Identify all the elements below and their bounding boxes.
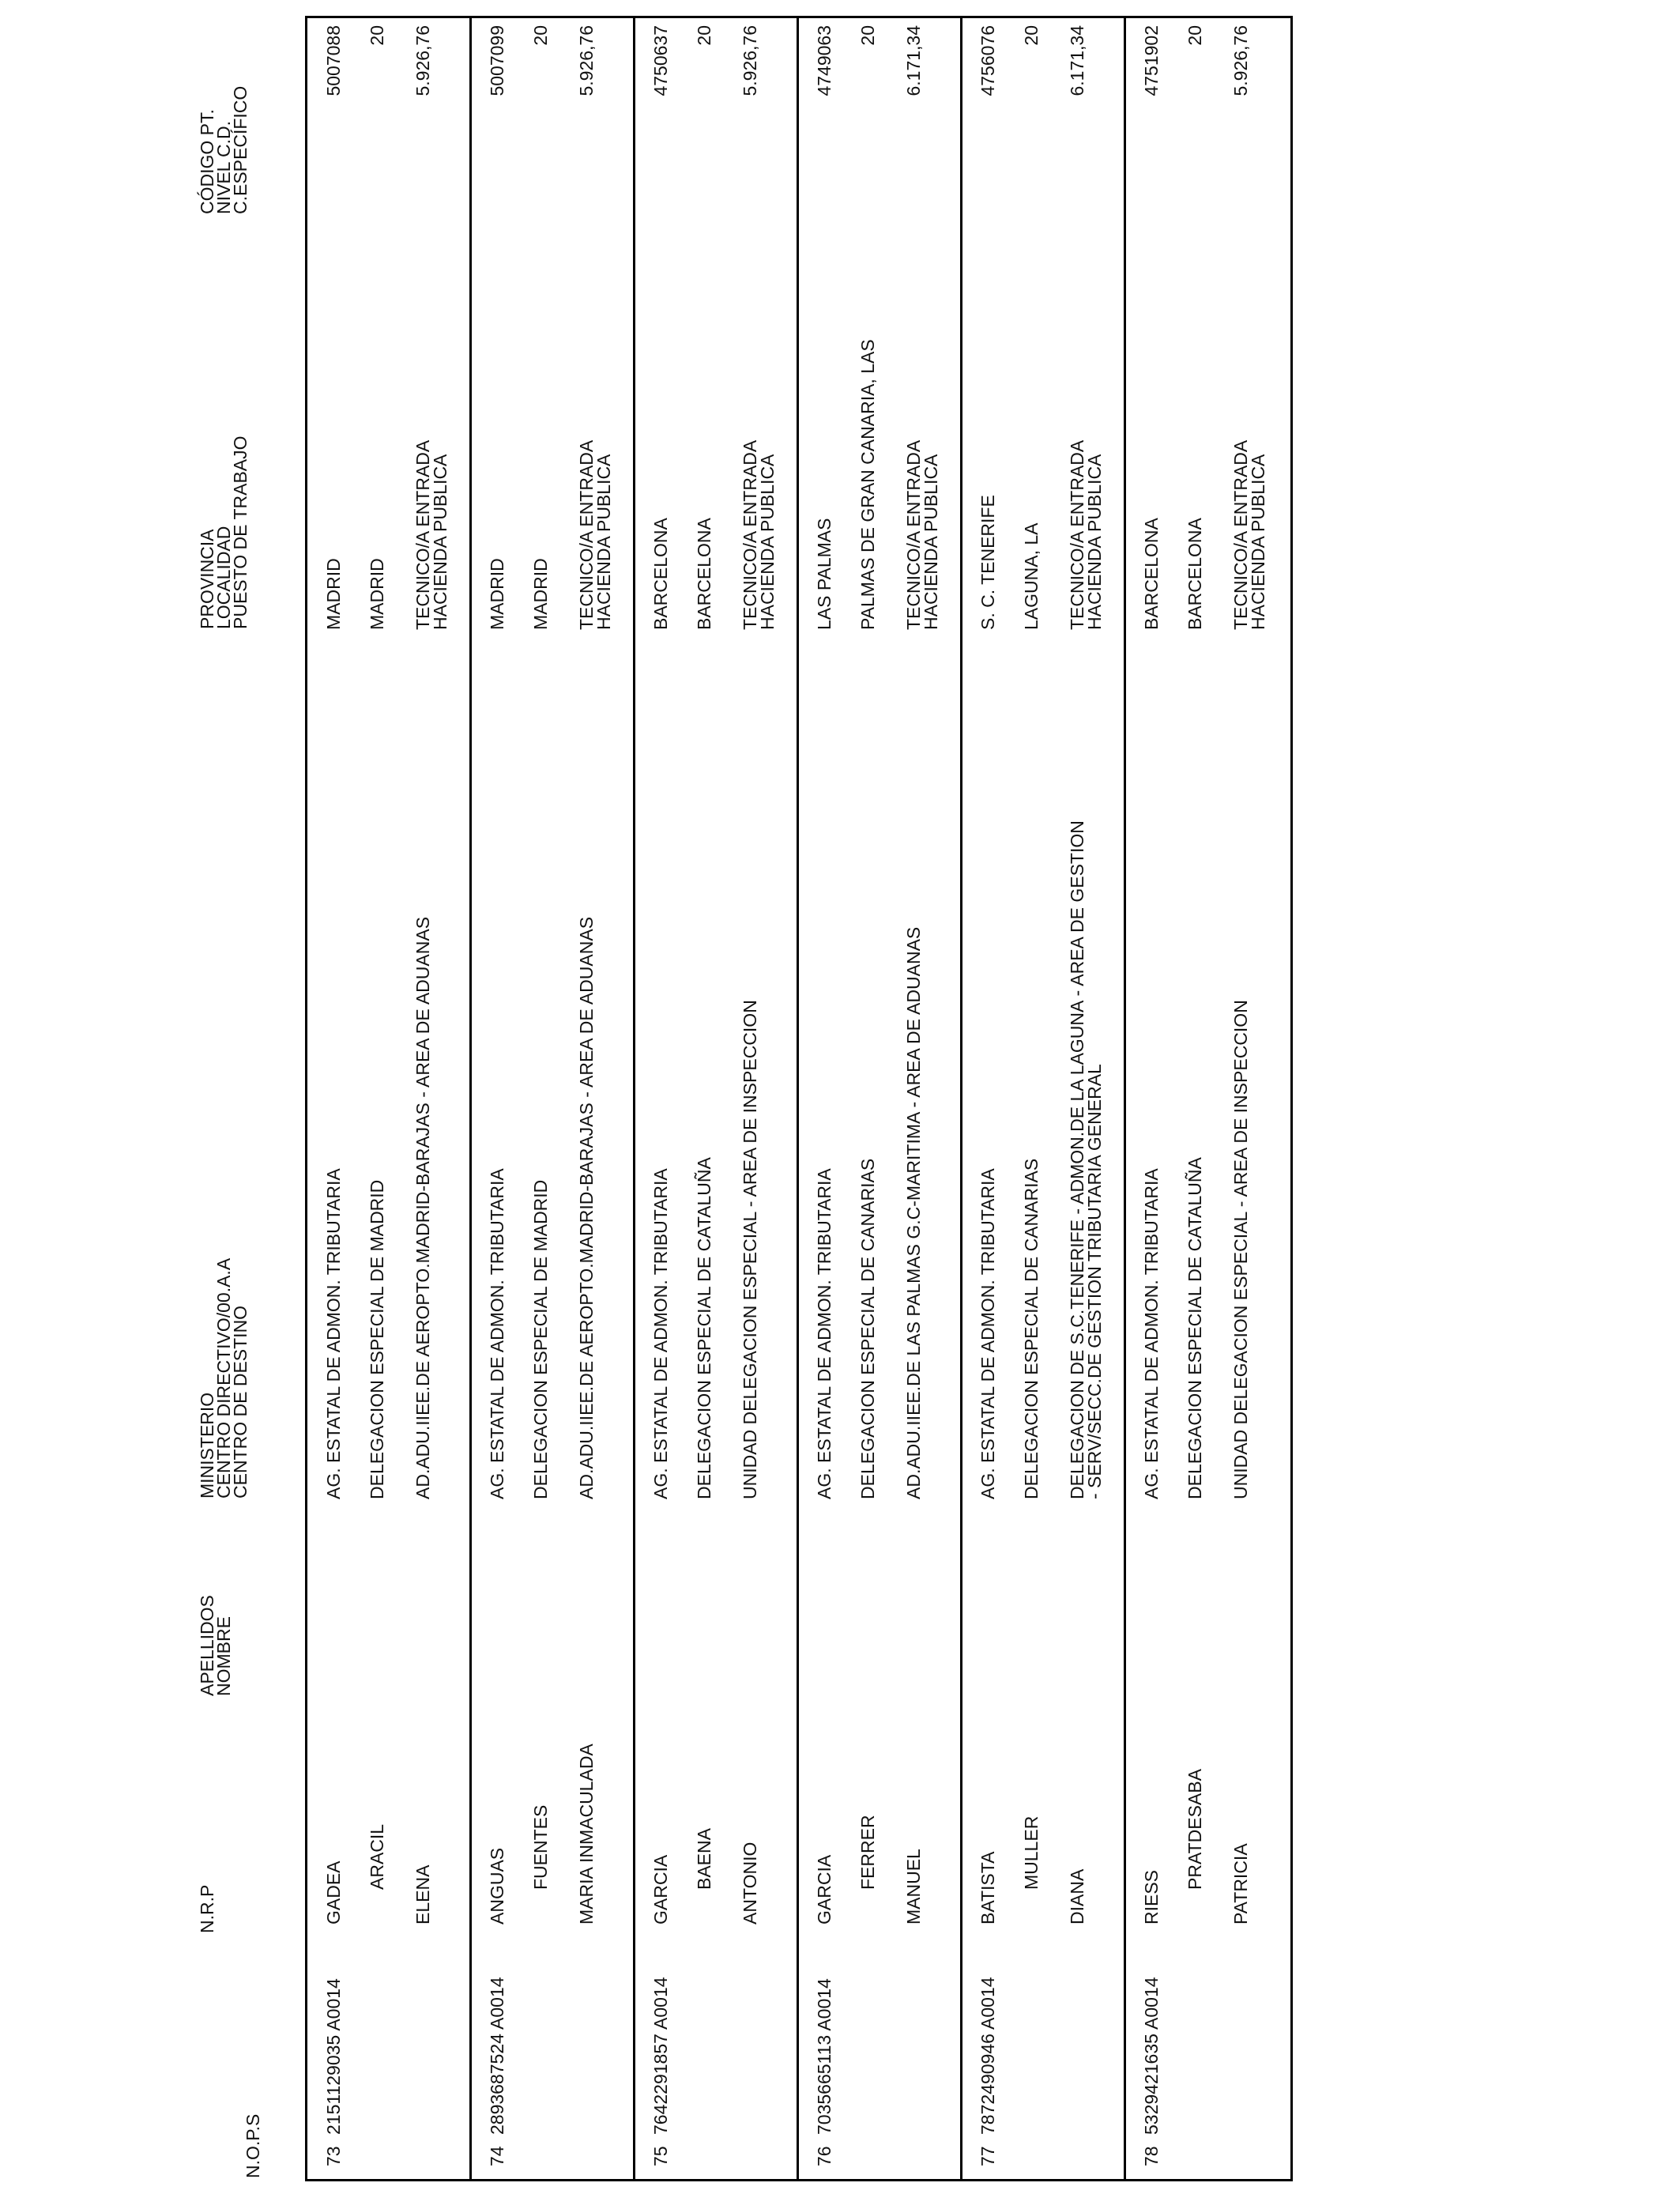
header-nrp-label: N.R.P xyxy=(197,1884,217,1933)
row-ministerio: AG. ESTATAL DE ADMON. TRIBUTARIA xyxy=(814,1168,834,1499)
row-apellido1: ANGUAS xyxy=(487,1847,507,1924)
table-row xyxy=(471,18,635,2179)
row-ministerio: AG. ESTATAL DE ADMON. TRIBUTARIA xyxy=(323,1168,344,1499)
header-apellidos xyxy=(199,1595,232,1696)
row-centro-directivo: DELEGACION ESPECIAL DE CANARIAS xyxy=(1021,1158,1042,1499)
row-divider xyxy=(797,18,799,2179)
row-provincia: S. C. TENERIFE xyxy=(977,495,998,630)
row-ministerio: AG. ESTATAL DE ADMON. TRIBUTARIA xyxy=(977,1168,998,1499)
row-especifico: 5.926,76 xyxy=(412,25,433,96)
row-nops: 76 xyxy=(814,2146,834,2166)
row-nrp: 7035665113 A0014 xyxy=(814,1978,834,2135)
row-ministerio: AG. ESTATAL DE ADMON. TRIBUTARIA xyxy=(487,1168,507,1499)
row-puesto: TECNICO/A ENTRADA HACIENDA PUBLICA xyxy=(1067,441,1105,630)
row-nivel: 20 xyxy=(367,25,387,46)
row-divider xyxy=(1124,18,1126,2179)
row-localidad: LAGUNA, LA xyxy=(1021,522,1042,630)
row-apellido2: BAENA xyxy=(694,1828,714,1890)
table-row xyxy=(307,18,471,2179)
header-codigo xyxy=(199,86,249,214)
row-apellido2: MULLER xyxy=(1021,1815,1042,1890)
row-divider xyxy=(469,18,472,2179)
row-nombre: MARIA INMACULADA xyxy=(576,1744,597,1924)
row-nombre: PATRICIA xyxy=(1230,1843,1251,1924)
row-ministerio: AG. ESTATAL DE ADMON. TRIBUTARIA xyxy=(650,1168,671,1499)
row-codigo: 5007088 xyxy=(323,25,344,96)
row-centro-destino: UNIDAD DELEGACION ESPECIAL - AREA DE INSPECCION xyxy=(740,1000,760,1499)
row-nops: 75 xyxy=(650,2146,671,2166)
row-apellido2: FUENTES xyxy=(530,1804,551,1890)
row-centro-directivo: DELEGACION ESPECIAL DE CANARIAS xyxy=(857,1158,878,1499)
row-provincia: BARCELONA xyxy=(1141,518,1162,630)
row-apellido1: GARCIA xyxy=(650,1854,671,1924)
header-especifico-label: C.ESPECÍFICO xyxy=(230,85,250,214)
row-localidad: PALMAS DE GRAN CANARIA, LAS xyxy=(857,339,878,630)
header-nivel-label: NIVEL C.D. xyxy=(213,120,234,214)
row-nombre: ANTONIO xyxy=(740,1842,760,1924)
row-nrp: 7872490946 A0014 xyxy=(977,1977,998,2135)
row-localidad: MADRID xyxy=(367,558,387,630)
row-codigo: 4751902 xyxy=(1141,25,1162,96)
row-puesto: TECNICO/A ENTRADA HACIENDA PUBLICA xyxy=(740,441,778,630)
row-provincia: MADRID xyxy=(487,558,507,630)
row-nrp: 2151129035 A0014 xyxy=(323,1978,344,2135)
row-centro-directivo: DELEGACION ESPECIAL DE MADRID xyxy=(530,1179,551,1499)
row-apellido2: ARACIL xyxy=(367,1823,387,1890)
header-nrp xyxy=(199,1885,216,1933)
row-apellido2: FERRER xyxy=(857,1815,878,1890)
row-nivel: 20 xyxy=(694,25,714,46)
header-nops xyxy=(245,2114,262,2178)
row-nrp: 7642291857 A0014 xyxy=(650,1977,671,2135)
header-localidad-label: LOCALIDAD xyxy=(213,526,234,629)
row-especifico: 5.926,76 xyxy=(740,25,760,96)
header-codigo-label: CÓDIGO PT. xyxy=(197,109,217,214)
row-divider xyxy=(960,18,962,2179)
row-centro-destino: UNIDAD DELEGACION ESPECIAL - AREA DE INSPECCION xyxy=(1230,1000,1251,1499)
header-apellidos-label: APELLIDOS xyxy=(197,1595,217,1696)
row-centro-destino: DELEGACION DE S.C.TENERIFE - ADMON.DE LA LAGUNA - AREA DE GESTION - SERV/SECC.DE GESTION TRIBUTARIA GENERAL xyxy=(1067,820,1105,1499)
header-nombre-label: NOMBRE xyxy=(213,1616,234,1696)
row-apellido1: GADEA xyxy=(323,1860,344,1924)
header-centro-directivo-label: CENTRO DIRECTIVO/00.A.A xyxy=(213,1257,234,1498)
table-row xyxy=(1125,18,1289,2179)
row-puesto: TECNICO/A ENTRADA HACIENDA PUBLICA xyxy=(903,441,941,630)
header-ministerio-label: MINISTERIO xyxy=(197,1392,217,1498)
row-nops: 78 xyxy=(1141,2146,1162,2166)
row-especifico: 6.171,34 xyxy=(903,25,924,96)
row-nrp: 2893687524 A0014 xyxy=(487,1977,507,2135)
row-localidad: BARCELONA xyxy=(1185,518,1205,630)
row-codigo: 4756076 xyxy=(977,25,998,96)
table-row xyxy=(962,18,1125,2179)
row-ministerio: AG. ESTATAL DE ADMON. TRIBUTARIA xyxy=(1141,1168,1162,1499)
header-centro-destino-label: CENTRO DE DESTINO xyxy=(230,1305,250,1498)
row-nops: 74 xyxy=(487,2146,507,2166)
row-nivel: 20 xyxy=(857,25,878,46)
row-localidad: BARCELONA xyxy=(694,518,714,630)
table-row xyxy=(635,18,798,2179)
row-nivel: 20 xyxy=(530,25,551,46)
row-nombre: MANUEL xyxy=(903,1849,924,1924)
row-localidad: MADRID xyxy=(530,558,551,630)
row-codigo: 5007099 xyxy=(487,25,507,96)
row-centro-directivo: DELEGACION ESPECIAL DE MADRID xyxy=(367,1179,387,1499)
table-row xyxy=(798,18,962,2179)
row-provincia: MADRID xyxy=(323,558,344,630)
results-table xyxy=(305,16,1293,2181)
row-codigo: 4749063 xyxy=(814,25,834,96)
row-apellido1: BATISTA xyxy=(977,1851,998,1924)
header-ministerio xyxy=(199,1258,249,1498)
header-provincia xyxy=(199,435,249,629)
row-centro-directivo: DELEGACION ESPECIAL DE CATALUÑA xyxy=(1185,1157,1205,1499)
row-centro-destino: AD.ADU.IIEE.DE AEROPTO.MADRID-BARAJAS - AREA DE ADUANAS xyxy=(576,916,597,1499)
row-especifico: 5.926,76 xyxy=(576,25,597,96)
row-puesto: TECNICO/A ENTRADA HACIENDA PUBLICA xyxy=(1230,441,1268,630)
row-centro-destino: AD.ADU.IIEE.DE LAS PALMAS G.C-MARITIMA - AREA DE ADUANAS xyxy=(903,926,924,1499)
header-provincia-label: PROVINCIA xyxy=(197,529,217,629)
row-nrp: 5329421635 A0014 xyxy=(1141,1977,1162,2135)
row-centro-directivo: DELEGACION ESPECIAL DE CATALUÑA xyxy=(694,1157,714,1499)
row-apellido2: PRATDESABA xyxy=(1185,1769,1205,1890)
row-divider xyxy=(633,18,635,2179)
row-puesto: TECNICO/A ENTRADA HACIENDA PUBLICA xyxy=(412,441,450,630)
row-especifico: 6.171,34 xyxy=(1067,25,1087,96)
row-nombre: DIANA xyxy=(1067,1868,1087,1924)
header-nops-label: N.O.P.S xyxy=(243,2113,263,2178)
row-especifico: 5.926,76 xyxy=(1230,25,1251,96)
row-centro-destino: AD.ADU.IIEE.DE AEROPTO.MADRID-BARAJAS - AREA DE ADUANAS xyxy=(412,916,433,1499)
row-apellido1: RIESS xyxy=(1141,1869,1162,1924)
row-nivel: 20 xyxy=(1021,25,1042,46)
row-nombre: ELENA xyxy=(412,1864,433,1924)
row-provincia: BARCELONA xyxy=(650,518,671,630)
row-codigo: 4750637 xyxy=(650,25,671,96)
header-puesto-label: PUESTO DE TRABAJO xyxy=(230,435,250,629)
row-apellido1: GARCIA xyxy=(814,1854,834,1924)
row-nops: 73 xyxy=(323,2146,344,2166)
row-nops: 77 xyxy=(977,2146,998,2166)
row-nivel: 20 xyxy=(1185,25,1205,46)
row-provincia: LAS PALMAS xyxy=(814,518,834,630)
row-puesto: TECNICO/A ENTRADA HACIENDA PUBLICA xyxy=(576,441,614,630)
